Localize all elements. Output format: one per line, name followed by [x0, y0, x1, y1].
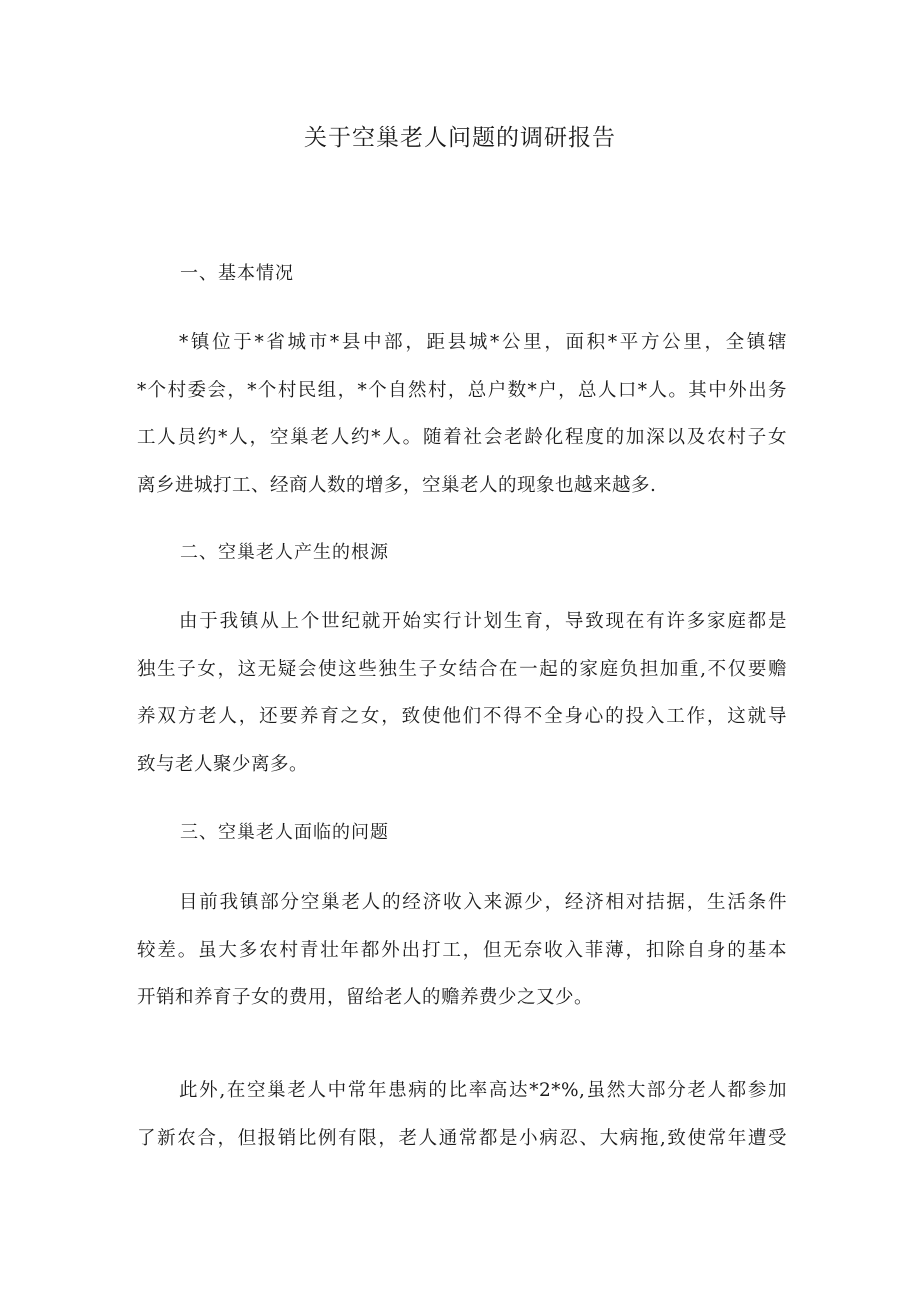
section-heading-2: 二、空巢老人产生的根源	[180, 542, 389, 563]
paragraph-line: 开销和养育子女的费用，留给老人的赡养费少之又少。	[137, 987, 594, 1008]
paragraph-line: 了新农合，但报销比例有限，老人通常都是小病忍、大病拖,致使常年遭受	[137, 1127, 787, 1149]
section-heading-1: 一、基本情况	[180, 263, 294, 284]
paragraph-line: 独生子女，这无疑会使这些独生子女结合在一起的家庭负担加重,不仅要赡	[137, 658, 787, 680]
paragraph-line: *个村委会，*个村民组，*个自然村，总户数*户，总人口*人。其中外出务	[137, 379, 787, 401]
paragraph-1	[137, 319, 787, 509]
section-heading-3: 三、空巢老人面临的问题	[180, 822, 389, 843]
paragraph-3	[137, 879, 787, 1022]
paragraph-line: 致与老人聚少离多。	[137, 753, 309, 775]
paragraph-line: 由于我镇从上个世纪就开始实行计划生育，导致现在有许多家庭都是	[179, 611, 787, 632]
paragraph-2	[137, 598, 787, 788]
paragraph-line: *镇位于*省城市*县中部，距县城*公里，面积*平方公里，全镇辖	[179, 332, 787, 353]
paragraph-line: 目前我镇部分空巢老人的经济收入来源少，经济相对拮据，生活条件	[179, 892, 787, 913]
paragraph-line: 工人员约*人，空巢老人约*人。随着社会老龄化程度的加深以及农村子女	[137, 427, 787, 448]
paragraph-line: 较差。虽大多农村青壮年都外出打工，但无奈收入菲薄，扣除自身的基本	[137, 939, 787, 961]
paragraph-line: 此外,在空巢老人中常年患病的比率高达*2*%,虽然大部分老人都参加	[179, 1080, 787, 1101]
paragraph-line: 离乡进城打工、经商人数的增多，空巢老人的现象也越来越多.	[137, 474, 657, 496]
paragraph-line: 养双方老人，还要养育之女，致使他们不得不全身心的投入工作，这就导	[137, 706, 787, 727]
paragraph-4	[137, 1067, 787, 1162]
document-title: 关于空巢老人问题的调研报告	[304, 125, 616, 151]
